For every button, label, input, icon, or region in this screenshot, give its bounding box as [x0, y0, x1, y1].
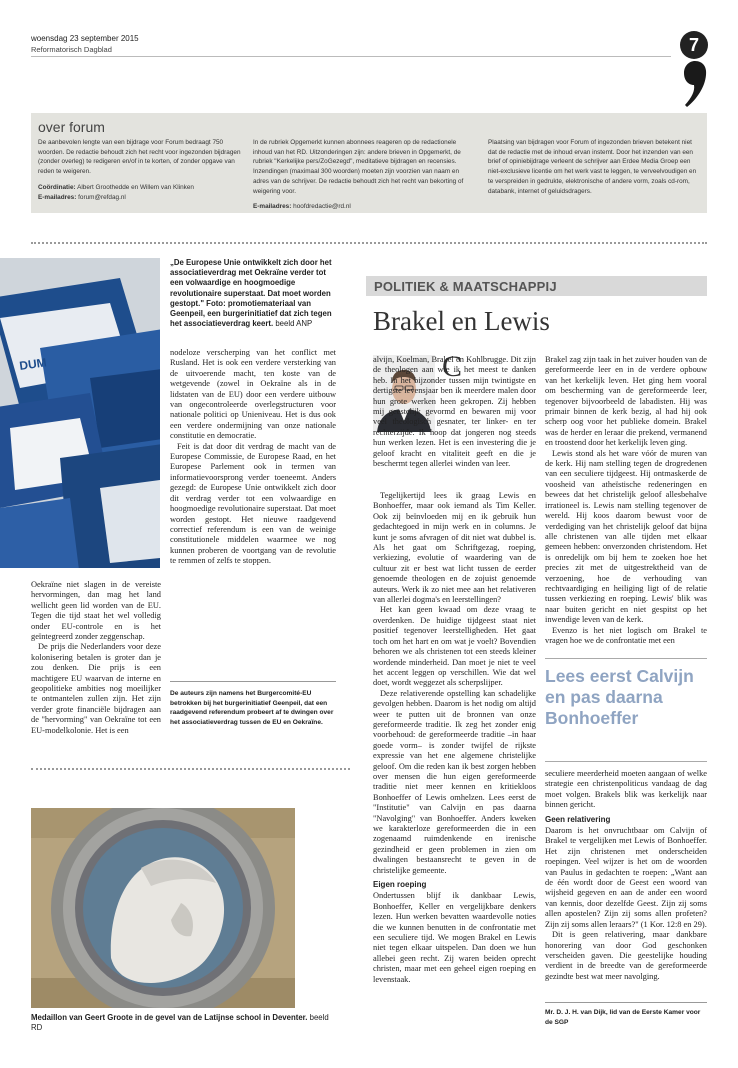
- author-note-rule: [170, 681, 336, 682]
- forum-box: [31, 113, 707, 213]
- medallion-caption: [31, 1013, 331, 1033]
- left-article-right-col: [170, 348, 336, 567]
- main-col2: [545, 355, 707, 646]
- subheading-eigen-roeping: Eigen roeping: [373, 880, 427, 890]
- photo-caption: [170, 258, 336, 329]
- separator-left-middle: [31, 768, 350, 770]
- pullquote-rule: [545, 658, 707, 659]
- forum-email-label: E-mailadres:: [38, 193, 77, 201]
- main-col2-para-2: Lewis stond als het ware vóór de muren van de kerk. Hij nam stelling tegen de drogredenen van een seculiere tijdgeest. Hij ontmaskerde de voosheid van atheïstische redeneringen en bewees dat het christelijk geloof allesbehalve irrationeel is. Lewis nam stelling tegenover de wereld. Hij koos daarom bewust voor de verdediging van het christelijk geloof dat bijna alle christenen van alle tijden met elkaar gemeen hebben: onverzonden christendom. Het is onredelijk om bij hem te zoeken hoe het precies zit met de uitgestrektheid van de verzoening, hoe de verhouding van rechtvaardiging en heiliging ligt of de relatie tussen verkiezing en roeping. Lewis' blik was naar buiten gericht en niet gespitst op het inwendige leven van de kerk.: [545, 448, 707, 625]
- main-col2-para-1: Brakel zag zijn taak in het zuiver houden van de gereformeerde leer en in de verdere opbouw van het kerkelijk leven. Het ging hem vooral om bescherming van de gereformeerde leer, tegenover bijvoorbeeld de labadisten. Hij was primair binnen de kerk bezig, al had hij ook scherp oog voor het publieke domein. Brakel was de herder en leraar die prekend, vermanend en troostend door het kerkelijk leven ging.: [545, 355, 707, 448]
- left-right-para-1: nodeloze verscherping van het conflict met Rusland. Het is ook een verdere versterking van de uitvoerende macht, ten koste van de wetgevende (zowel in Oekraïne als in de lidstaten van de EU) door een verdere uitbouw van ongecontroleerde overlegstructuren voor nationale politici op Unieniveau. Het is dus ook een verdere ondermijning van onze nationale constitutie en democratie.: [170, 348, 336, 441]
- main-col2-end-1: Daarom is het onvruchtbaar om Calvijn of Brakel te vergelijken met Lewis of Bonhoeffer. Het zijn christenen met onderscheiden roepingen. Veel wijzer is het om de woorden van Paulus in gedachten te roepen: „Want aan de één wordt door de Geest een woord van wijsheid gegeven en aan de ander een woord van kennis, door dezelfde Geest. Zijn zij soms allen apostelen? Zijn zij soms allen profeten? Zijn zij soms allen leraars?" (1 Kor. 12:8 en 29).: [545, 826, 707, 929]
- pullquote: Lees eerst Calvijn en pas daarna Bonhoeffer: [545, 666, 694, 728]
- forum-email-link[interactable]: forum@refdag.nl: [78, 193, 126, 201]
- main-col1-para-3: Deze relativerende opstelling kan schadelijke gevolgen hebben. Daarom is het nodig om altijd weer te putten uit de bronnen van onze gereformeerde traditie. Ik zeg het zonder enig voorbehoud: de gereformeerde traditie –in haar goede vorm– is zonder twijfel de rijkste expressie van het ene algemene christelijke geloof. Om die reden kan ik best zorgen hebben over mensen die hun eigen gereformeerde traditie niet meer kennen en kritiekloos Bonhoeffer of Lewis omhelzen. Lees eerst de "Institutie" van Calvijn en pas daarna "Navolging" van Bonhoeffer. Anders kweken we karakterloze gereformeerden die in een zogenaamd ruimdenkende en irenische gezindheid er geen problemen in zien om dwalingen bestaansrecht te geven in de christelijke gemeente.: [373, 688, 536, 875]
- photo-caption-text: „De Europese Unie ontwikkelt zich door het associatieverdrag met Oekraïne verder tot een volwaardige en hoogmoedige revolutionaire superstaat. Dat moet worden gestopt." Foto: promotiemateriaal van Geenpeil, een burgerinitiatief dat zich tegen het associatieverdrag keert.: [170, 258, 332, 329]
- medallion-caption-text: Medaillon van Geert Groote in de gevel van de Latijnse school in Deventer.: [31, 1013, 308, 1022]
- pullquote-rule-bottom: [545, 761, 707, 762]
- photo-label: DUM: [18, 355, 48, 373]
- left-left-para-2: De prijs die Nederlanders voor deze kolonisering betalen is groter dan je zou denken. Die prijs is een machtigere EU waarvan de interne en geopolitieke ambities nog moeilijker te ontmantelen zullen zijn. Het zijn verder grote financiële bijdragen aan de "hervorming" van Oekraïne tot een EU-modelkolonie. Het is een: [31, 642, 161, 735]
- page-number: 7: [688, 35, 699, 55]
- forum-coord-value: Albert Groothedde en Willem van Klinken: [77, 183, 194, 191]
- forum-col1-text: De aanbevolen lengte van een bijdrage voor Forum bedraagt 750 woorden. De redactie behoudt zich het recht voor ingezonden bijdragen (zonder overleg) te redigeren en/of in te korten, of zonder opgave van reden te weigeren.: [38, 139, 241, 176]
- subheading-geen-relativering: Geen relativering: [545, 814, 611, 824]
- main-author: Mr. D. J. H. van Dijk, lid van de Eerste Kamer voor de SGP: [545, 1009, 701, 1026]
- main-col2-para-3: Evenzo is het niet logisch om Brakel te vragen hoe we de confrontatie met een: [545, 625, 707, 645]
- forum-coord-label: Coördinatie:: [38, 183, 76, 191]
- page-number-badge: [680, 31, 708, 59]
- main-col2-end-2: Dit is geen relativering, maar dankbare honorering van door God geschonken verscheiden gaven. Die geestelijke houding verdient in de breedte van de gereformeerde gezindte best wat meer navolging.: [545, 930, 707, 981]
- main-col2-after-text: seculiere meerderheid moeten aangaan of welke strategie een christenpoliticus vandaag de dag moet volgen. Brakels blik was kerkelijk naar binnen gericht.: [545, 769, 707, 810]
- main-col2-after: [545, 769, 707, 982]
- separator-top: [31, 242, 707, 244]
- medallion-photo: [31, 808, 295, 1008]
- left-left-para-1: Oekraïne niet slagen in de vereiste hervormingen, dan mag het land wellicht geen lid worden van de EU. Tegen die tijd staat het wel volledig onder EU-controle en is het geïntegreerd zonder zeggenschap.: [31, 580, 161, 642]
- main-col1-para-2: Het kan geen kwaad om deze vraag te overdenken. De huidige tijdgeest staat niet positief tegenover leerstelligheden. Het gaat toch om het hart en om wat je voelt? Bovendien behoren we als christenen tot een steeds kleiner wordende minderheid. Dan moet je niet te veel het accent leggen op verschillen. Wie dat wel doet, wordt weggezet als scherpslijper.: [373, 605, 536, 688]
- headline: Brakel en Lewis: [373, 306, 550, 336]
- header-newspaper: Reformatorisch Dagblad: [31, 45, 112, 54]
- drop-cap: C: [442, 350, 463, 383]
- forum-col2-text: In de rubriek Opgemerkt kunnen abonnees reageren op de redactionele inhoud van het RD. Uitzonderingen zijn: andere brieven in Opgemerkt, de rubriek "Kerkelijke pers/ZoGezegd", meditatieve bijdragen en recensies. Inzendingen (maximaal 300 woorden) moeten zijn voorzien van naam en adres van de schrijver. De redactie behoudt zich het recht van bekorting of weigering voor.: [253, 139, 464, 195]
- forum-col2: [253, 138, 471, 212]
- forum-col1: [38, 138, 244, 202]
- left-article-left-col: [31, 580, 161, 736]
- header-date: woensdag 23 september 2015: [31, 34, 139, 43]
- forum-title: over forum: [38, 119, 105, 135]
- main-col1-end: Ondertussen blijf ik dankbaar Lewis, Bonhoeffer, Keller en vergelijkbare denkers lezen. Hun werken bevatten waardevolle noties die we kunnen benutten in de confrontatie met een seculiere tijd. We mogen Brakel en Lewis niet tegen elkaar uitspelen. Dan doen we hun allebei geen recht. Zij waren beiden oprecht christen, maar met een geheel eigen roeping en levenstaak.: [373, 891, 536, 984]
- forum-email2-link[interactable]: hoofdredactie@rd.nl: [293, 203, 351, 211]
- section-label: POLITIEK & MAATSCHAPPIJ: [374, 279, 557, 294]
- section-tag: [366, 276, 707, 296]
- medallion-credit: beeld RD: [31, 1013, 329, 1032]
- left-right-para-2: Feit is dat door dit verdrag de macht van de Europese Commissie, de Europese Raad, en het Europese Parlement ook in termen van informatievoorsprong verder toeneemt. Anders gezegd: de Europese Unie ontwikkelt zich door dit verdrag verder tot een volwaardige en hoogmoedige revolutionaire superstaat. Dat moet worden gestopt. Het nieuwe raadgevend correctief referendum is een van de weinige constitutionele middelen waarmee we nog kunnen proberen de voortgang van de revolutie te remmen of zelfs te stoppen.: [170, 441, 336, 566]
- left-author-note: De auteurs zijn namens het Burgercomité-EU betrokken bij het burgerinitiatief Geenpeil, dat een raadgevend referendum probeert af te dwingen over het associatieverdrag tussen de EU en Oekraïne.: [170, 690, 334, 726]
- author-rule: [545, 1002, 707, 1003]
- forum-col3: Plaatsing van bijdragen voor Forum of ingezonden brieven betekent niet dat de redactie met de inhoud ervan instemt. Door het inzenden van een brief of opiniebijdrage verleent de schrijver aan Erdee Media Groep een niet-exclusieve licentie om het werk vast te leggen, te verveelvoudigen en te verspreiden in gedrukte, elektronische of andere vorm, zoals cd-rom, databank, internet of geluidsdragers.: [488, 139, 697, 195]
- main-col1: [373, 491, 536, 985]
- main-col1-para-1: Tegelijkertijd lees ik graag Lewis en Bonhoeffer, maar ook iemand als Tim Keller. Ook zij beïnvloeden mij en ik gebruik hun gedachtegoed in mijn werk en in columns. Je kunt je soms afvragen of dit niet wat dubbel is. Als het gaat om Schriftgezag, roeping, verkiezing, evolutie of waardering van de cultuur zit er best wat licht tussen de eerder genoemde theologen en de zojuist genoemde auteurs. Werk ik zo niet mee aan het relativeren van allerlei dogma's en leerstellingen?: [373, 491, 536, 605]
- referendum-photo: [0, 258, 160, 568]
- comma-logo-icon: [683, 59, 707, 109]
- main-col1-intro: alvijn, Koelman, Brakel en Kohlbrugge. Dit zijn de theologen aan wie ik het meest te danken heb. In het bijzonder tussen mijn twintigste en dertigste levensjaar ben ik meerdere malen door hun grote werken heen gekropen. Zij hebben mij geestelijk gevormd en bewaren mij voor veel theologisch gesnater, ter linker- en ter rechterzijde. Ik hoop dat jongeren nog steeds hun werken lezen. Het is een investering die je geloof kracht en vitaliteit geeft en die je beschermt tegen allerlei winden van leer.: [373, 355, 536, 469]
- forum-email2-label: E-mailadres:: [253, 203, 292, 211]
- photo-caption-credit: beeld ANP: [275, 319, 313, 329]
- header-rule: [31, 56, 671, 57]
